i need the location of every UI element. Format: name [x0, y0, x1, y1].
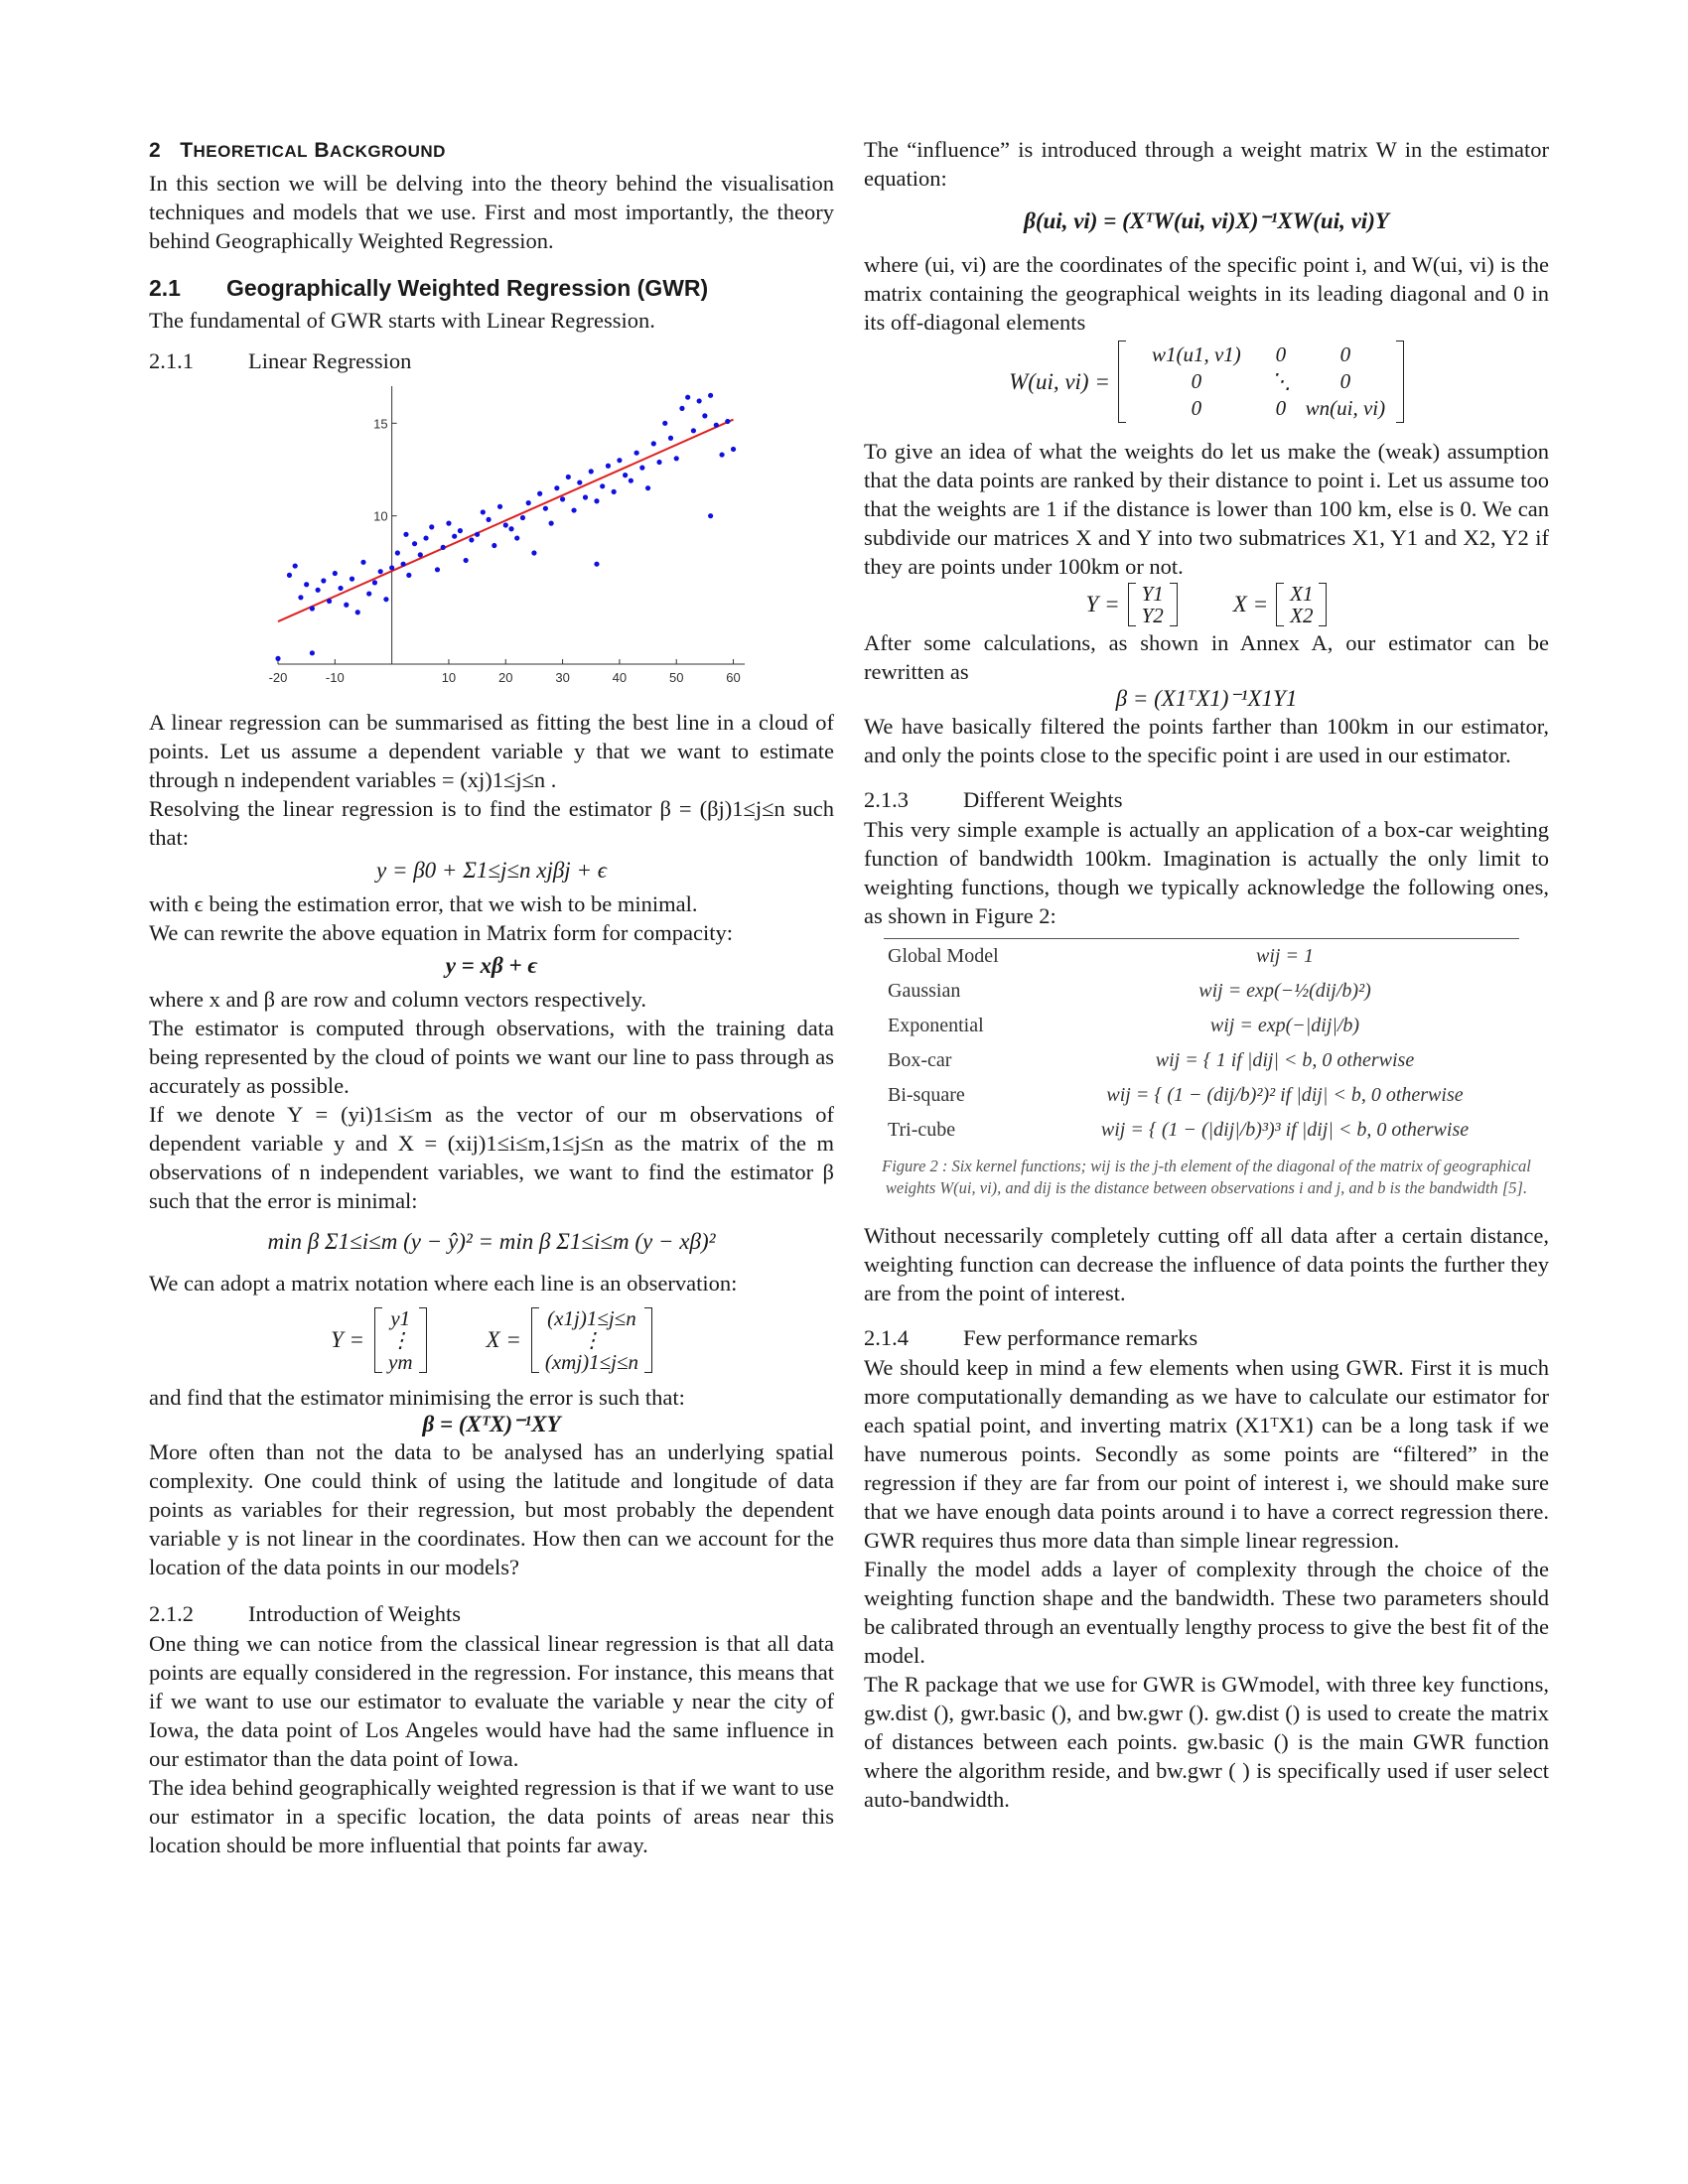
matrix-label: X = [486, 1327, 521, 1352]
data-point [543, 506, 548, 511]
data-point [612, 489, 617, 494]
kernel-row [884, 1078, 1519, 1113]
kernel-formula: wij = exp(−|dij|/b) [1209, 1015, 1360, 1036]
intro-paragraph: In this section we will be delving into the theory behind the visualisation techniques and models that we use. First and most importantly, the theory behind Geographically Weighted Regression. [149, 171, 834, 253]
bracket-left [1118, 341, 1126, 423]
bracket-left [374, 1307, 382, 1373]
data-point [338, 586, 343, 591]
matrix-cell: ym [388, 1350, 413, 1374]
data-point [725, 419, 730, 424]
bracket-right [1319, 583, 1327, 626]
x-tick-label: 30 [555, 670, 570, 685]
section-title-part: HEORETICAL [193, 142, 309, 161]
paragraph: We can rewrite the above equation in Matrix form for compacity: [149, 920, 733, 945]
subsubsection-title: Introduction of Weights [248, 1601, 461, 1626]
kernel-functions-table [884, 938, 1519, 1148]
equation-filtered-estimator: β = (X1ᵀX1)⁻¹X1Y1 [1115, 686, 1298, 711]
matrix-W [1118, 341, 1404, 423]
matrix-cell: wn(ui, vi) [1305, 396, 1386, 420]
matrix-cell: 0 [1275, 342, 1287, 366]
kernel-name: Tri-cube [888, 1119, 956, 1141]
data-point [475, 532, 480, 537]
data-point [668, 436, 673, 441]
data-point [310, 606, 315, 611]
data-point [629, 478, 633, 483]
data-point [606, 464, 611, 469]
kernel-name: Exponential [888, 1015, 984, 1036]
section-number: 2 [149, 139, 162, 162]
data-point [355, 610, 360, 614]
matrix-cell: Y2 [1141, 604, 1164, 627]
data-point [589, 469, 594, 474]
data-point [526, 500, 531, 505]
data-point [685, 395, 690, 400]
subsubsection-title: Linear Regression [248, 348, 412, 373]
data-point [452, 534, 457, 539]
data-point [531, 550, 536, 555]
data-point [571, 507, 576, 512]
data-point [412, 541, 417, 546]
subsubsection-number: 2.1.1 [149, 348, 194, 373]
data-point [350, 577, 354, 582]
matrix-cell: ⋮ [389, 1328, 411, 1352]
matrix-cell: 0 [1339, 342, 1351, 366]
data-point [731, 447, 736, 452]
paragraph: The estimator is computed through observations, with the training data being represented by the cloud of points we want our line to pass through as accurately as possible. [149, 1016, 834, 1098]
data-point [378, 569, 383, 574]
data-point [514, 535, 519, 540]
kernel-name: Box-car [888, 1049, 952, 1071]
kernel-formula: wij = { (1 − (dij/b)²)² if |dij| < b, 0 otherwise [1106, 1084, 1464, 1106]
data-point [310, 650, 315, 655]
data-point [679, 406, 684, 411]
data-point [702, 413, 707, 418]
subsubsection-number: 2.1.4 [864, 1325, 909, 1350]
matrix-label: Y = [330, 1327, 365, 1352]
paragraph: where x and β are row and column vectors respectively. [149, 987, 647, 1012]
x-tick-label: 40 [612, 670, 628, 685]
equation-gwr-estimator: β(ui, vi) = (XᵀW(ui, vi)X)⁻¹XW(ui, vi)Y [1024, 208, 1389, 233]
data-point [287, 573, 292, 578]
matrix-cell: ⋮ [581, 1328, 603, 1352]
data-point [719, 452, 724, 457]
data-point [520, 515, 525, 520]
paragraph: Resolving the linear regression is to find the estimator β = (βj)1≤j≤n such that: [149, 796, 834, 850]
x-tick-label: -10 [325, 670, 345, 685]
equation-estimator: β = (XᵀX)⁻¹XY [422, 1412, 561, 1436]
matrix-cell: (x1j)1≤j≤n [547, 1306, 636, 1330]
data-point [418, 552, 423, 557]
data-point [560, 496, 565, 501]
matrix-X [531, 1307, 652, 1373]
data-point [708, 513, 713, 518]
matrix-cell: 0 [1275, 396, 1287, 420]
matrix-label: W(ui, vi) = [1009, 368, 1110, 394]
bracket-right [1396, 341, 1404, 423]
x-tick-label: 10 [441, 670, 457, 685]
data-point [639, 466, 644, 471]
regression-line [278, 420, 734, 621]
data-point [583, 494, 588, 499]
paragraph: More often than not the data to be analysed has an underlying spatial complexity. One could think of using the latitude and longitude of data points as variables for their regression, but most probably the dependent variable y is not linear in the coordinates. How then can we account for the location of the data points in our models? [149, 1439, 834, 1579]
paragraph: Finally the model adds a layer of complexity through the choice of the weighting function shape and the bandwidth. These two parameters should be calibrated through an eventually lengthy process to give the best fit of the model. [864, 1557, 1549, 1668]
data-point [503, 522, 508, 527]
bracket-left [1276, 583, 1284, 626]
matrix-body [1284, 583, 1319, 626]
data-point [633, 451, 638, 456]
equation-minimisation: min β Σ1≤i≤m (y − ŷ)² = min β Σ1≤i≤m (y − xβ)² [267, 1229, 716, 1254]
bracket-right [419, 1307, 427, 1373]
subsubsection-number: 2.1.3 [864, 787, 909, 812]
data-point [508, 526, 513, 531]
data-point [662, 421, 667, 426]
matrix-body [539, 1307, 644, 1373]
data-point [275, 656, 280, 661]
data-point [441, 545, 446, 550]
equation-weight-matrix [864, 341, 1549, 423]
equation-observation-matrices [149, 1307, 834, 1373]
data-point [554, 485, 559, 490]
paragraph: We should keep in mind a few elements when using GWR. First it is much more computationally demanding as we have to calculate our estimator for each spatial point, and inverting matrix (X1ᵀX1) can be a long task if we have numerous points. Secondly as some points are “filtered” in the regression if they are far from our point of interest i, we should make sure that we have enough data points around i to have a correct regression there. GWR requires thus more data than simple linear regression. [864, 1355, 1549, 1553]
matrix-body [382, 1307, 419, 1373]
matrix-cell: 0 [1339, 369, 1351, 393]
matrix-label: Y = [1085, 592, 1120, 616]
paragraph: The “influence” is introduced through a weight matrix W in the estimator equation: [864, 137, 1549, 191]
data-point [645, 485, 650, 490]
section-heading [149, 139, 834, 163]
paragraph: with ϵ being the estimation error, that we wish to be minimal. [149, 891, 698, 916]
data-point [481, 509, 486, 514]
data-point [708, 393, 713, 398]
matrix-cell: 0 [1191, 369, 1202, 393]
paragraph: This very simple example is actually an application of a box-car weighting function of bandwidth 100km. Imagination is actually the only limit to weighting functions, though we typically acknowledge the following ones, as shown in Figure 2: [864, 817, 1549, 928]
data-point [304, 582, 309, 587]
data-point [293, 563, 298, 568]
matrix-label: X = [1232, 592, 1269, 616]
data-point [464, 558, 469, 563]
equation-linear-model: y = β0 + Σ1≤j≤n xjβj + ϵ [376, 858, 607, 883]
data-point [577, 479, 582, 484]
paragraph: Without necessarily completely cutting off all data after a certain distance, weighting function can decrease the influence of data points the further they are from the point of interest. [864, 1223, 1549, 1305]
section-title-part: B [314, 139, 331, 162]
matrix-X-split [1276, 583, 1327, 626]
data-point [549, 521, 554, 526]
subsubsection-heading-2-1-3 [864, 787, 1549, 813]
data-point [383, 597, 388, 602]
data-point [429, 524, 434, 529]
matrix-cell: Y1 [1141, 582, 1164, 606]
figure-caption: Figure 2 : Six kernel functions; wij is the j-th element of the diagonal of the matrix of geographical weights W(ui, vi), and dij is the distance between observations i and j, and b is the bandwidth [5]. [882, 1157, 1531, 1197]
x-tick-label: 60 [726, 670, 741, 685]
matrix-cell: (xmj)1≤j≤n [544, 1350, 639, 1374]
data-point [321, 578, 326, 583]
kernel-row [884, 1113, 1519, 1148]
subsubsection-heading-2-1-4 [864, 1325, 1549, 1351]
right-column [864, 135, 1549, 1814]
data-point [469, 537, 474, 542]
matrix-Y [374, 1307, 427, 1373]
matrix-cell: X1 [1290, 582, 1314, 606]
paragraph: To give an idea of what the weights do let us make the (weak) assumption that the data points are ranked by their distance to point i. Let us assume too that the weights are 1 if the distance is lower than 100 km, else is 0. We can subdivide our matrices X and Y into two submatrices X1, Y1 and X2, Y2 if they are points under 100km or not. [864, 439, 1549, 579]
kernel-row [884, 1043, 1519, 1078]
paragraph: After some calculations, as shown in Annex A, our estimator can be rewritten as [864, 630, 1549, 684]
data-point [617, 458, 622, 463]
kernel-row [884, 974, 1519, 1009]
y-tick-label: 15 [373, 416, 388, 432]
data-point [594, 562, 599, 567]
x-tick-label: 20 [498, 670, 513, 685]
bracket-left [1128, 583, 1136, 626]
subsection-number: 2.1 [149, 275, 181, 301]
data-point [492, 543, 496, 548]
paragraph: The fundamental of GWR starts with Linear Regression. [149, 308, 655, 333]
section-title-part: T [180, 139, 194, 162]
left-column [149, 135, 834, 1859]
subsection-heading-2-1 [149, 275, 834, 302]
matrix-cell: y1 [390, 1306, 411, 1330]
kernel-formula: wij = 1 [1051, 939, 1519, 975]
data-point [435, 567, 440, 572]
data-point [395, 550, 400, 555]
data-point [316, 588, 321, 593]
data-point [360, 560, 365, 565]
data-point [327, 599, 332, 604]
data-point [623, 473, 628, 478]
data-point [691, 428, 696, 433]
matrix-cell: X2 [1290, 604, 1314, 627]
kernel-name: Global Model [884, 939, 1051, 975]
subsubsection-heading-2-1-2 [149, 1601, 834, 1627]
data-point [566, 475, 571, 479]
data-point [298, 595, 303, 600]
x-tick-label: -20 [268, 670, 288, 685]
data-point [366, 591, 371, 596]
paragraph: where (ui, vi) are the coordinates of the specific point i, and W(ui, vi) is the matrix containing the geographical weights in its leading diagonal and 0 in its off-diagonal elements [864, 252, 1549, 335]
kernel-row [884, 1009, 1519, 1043]
data-point [400, 562, 405, 567]
paragraph: The R package that we use for GWR is GWmodel, with three key functions, gw.dist (), gwr.basic (), and bw.gwr (). gw.dist () is used to create the matrix of distances between each points. gw.basic () is the main GWR function where the algorithm reside, and bw.gwr ( ) is specifically used if user select auto-bandwidth. [864, 1672, 1549, 1812]
data-point [714, 423, 719, 428]
matrix-Y-split [1128, 583, 1178, 626]
equation-matrix-form: y = xβ + ϵ [445, 953, 538, 978]
data-point [600, 483, 605, 488]
subsubsection-title: Few performance remarks [963, 1325, 1198, 1350]
data-point [497, 504, 502, 509]
matrix-cell: w1(u1, v1) [1151, 342, 1241, 366]
matrix-body [1126, 341, 1396, 423]
y-tick-label: 10 [373, 508, 388, 524]
bracket-right [1170, 583, 1178, 626]
data-point [458, 528, 463, 533]
paragraph: A linear regression can be summarised as fitting the best line in a cloud of points. Let us assume a dependent variable y that we want to estimate through n independent variables = (xj)1≤j≤n . [149, 710, 834, 792]
data-point [674, 456, 679, 461]
section-title-part: ACKGROUND [330, 142, 446, 161]
x-tick-label: 50 [668, 670, 684, 685]
data-point [594, 498, 599, 503]
data-point [697, 398, 702, 403]
data-point [403, 532, 408, 537]
paragraph: We can adopt a matrix notation where each line is an observation: [149, 1271, 738, 1296]
data-point [406, 573, 411, 578]
kernel-formula: wij = { 1 if |dij| < b, 0 otherwise [1155, 1049, 1415, 1071]
matrix-cell: 0 [1191, 396, 1202, 420]
data-point [651, 441, 656, 446]
subsubsection-number: 2.1.2 [149, 1601, 194, 1626]
kernel-formula: wij = { (1 − (|dij|/b)³)³ if |dij| < b, 0 otherwise [1100, 1119, 1470, 1141]
subsubsection-heading-2-1-1 [149, 348, 834, 374]
paragraph: If we denote Y = (yi)1≤i≤m as the vector of our m observations of dependent variable y and X = (xij)1≤i≤m,1≤j≤n as the matrix of the m observations of n independent variables, we want to find the estimator β such that the error is minimal: [149, 1102, 834, 1213]
equation-submatrices [864, 583, 1549, 626]
data-point [423, 535, 428, 540]
paragraph: The idea behind geographically weighted regression is that if we want to use our estimator in a specific location, the data points of areas near this location should be more influential that points far away. [149, 1775, 834, 1857]
subsubsection-title: Different Weights [963, 787, 1123, 812]
data-point [537, 491, 542, 496]
kernel-formula: wij = exp(−½(dij/b)²) [1198, 980, 1371, 1002]
bracket-left [531, 1307, 539, 1373]
data-point [656, 460, 661, 465]
kernel-row [884, 939, 1519, 975]
linear-regression-scatter-chart [149, 376, 834, 694]
kernel-name: Gaussian [888, 980, 961, 1002]
subsection-title: Geographically Weighted Regression (GWR) [226, 275, 709, 301]
matrix-cell: ⋱ [1270, 369, 1292, 393]
data-point [344, 603, 349, 608]
matrix-body [1136, 583, 1170, 626]
data-point [446, 521, 451, 526]
data-point [333, 571, 338, 576]
data-point [389, 565, 394, 570]
paragraph: One thing we can notice from the classical linear regression is that all data points are equally considered in the regression. For instance, this means that if we want to use our estimator to evaluate the variable y near the city of Iowa, the data point of Los Angeles would have had the same influence in our estimator than the data point of Iowa. [149, 1631, 834, 1771]
paragraph: We have basically filtered the points farther than 100km in our estimator, and only the points close to the specific point i are used in our estimator. [864, 714, 1549, 767]
bracket-right [644, 1307, 652, 1373]
data-point [486, 517, 491, 522]
data-point [372, 580, 377, 585]
kernel-name: Bi-square [888, 1084, 965, 1106]
paragraph: and find that the estimator minimising the error is such that: [149, 1385, 685, 1410]
